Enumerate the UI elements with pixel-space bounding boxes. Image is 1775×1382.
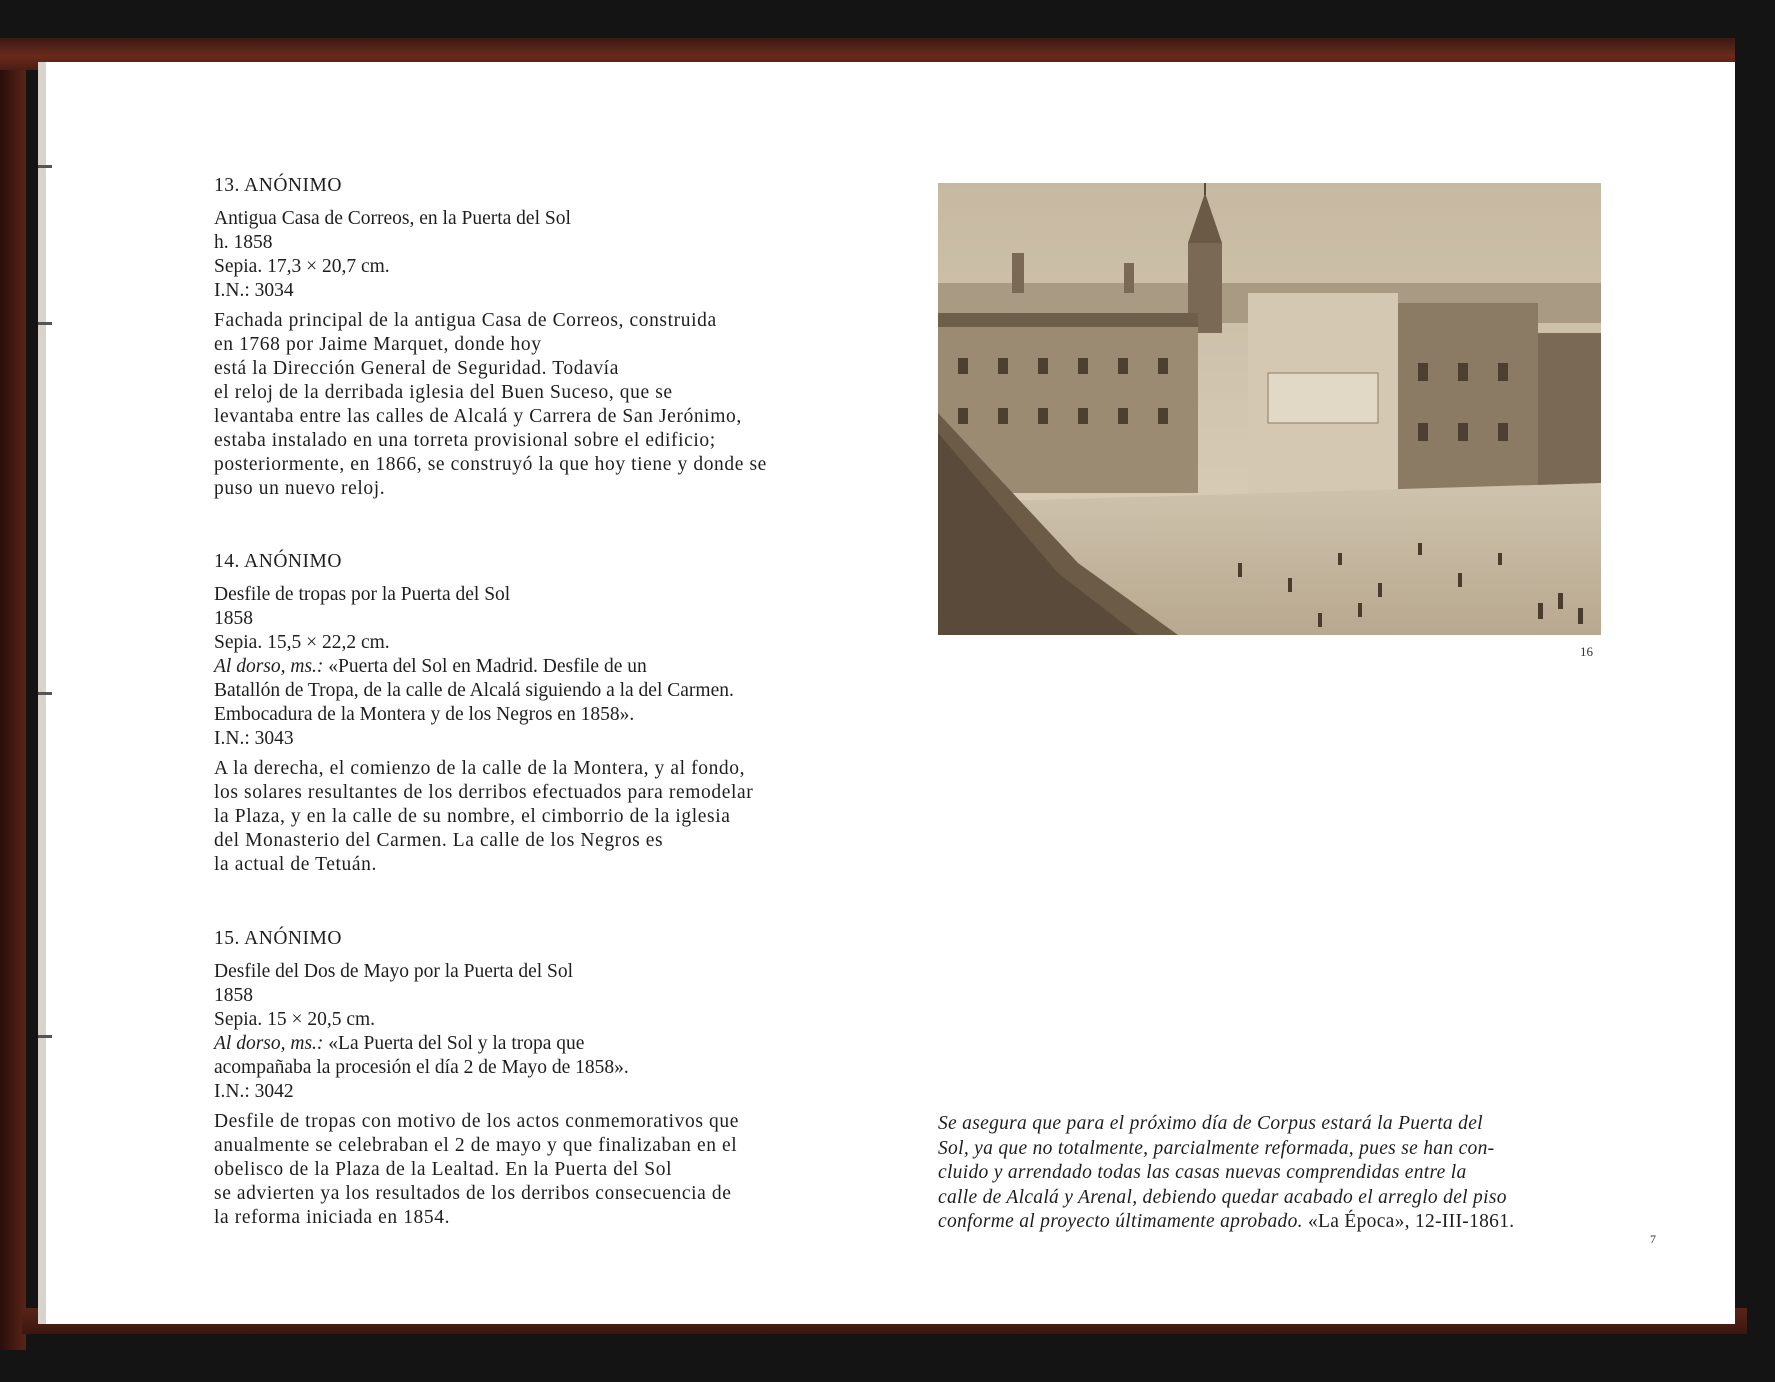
quote-line — [938, 1210, 1603, 1235]
description-line: el reloj de la derribada iglesia del Buen Suceso, que se — [214, 382, 673, 403]
note-text: Batallón de Tropa, de la calle de Alcalá siguiendo a la del Carmen. — [214, 680, 734, 701]
entry-inventory: I.N.: 3034 — [214, 280, 294, 301]
entry-description — [214, 757, 894, 877]
description-line: del Monasterio del Carmen. La calle de los Negros es — [214, 830, 664, 851]
sepia-photograph — [938, 183, 1601, 635]
description-line: la reforma iniciada en 1854. — [214, 1207, 451, 1228]
note-text: acompañaba la procesión el día 2 de Mayo de 1858». — [214, 1057, 629, 1078]
quote-line: cluido y arrendado todas las casas nuevas comprendidas entre la — [938, 1162, 1467, 1183]
description-line: se advierten ya los resultados de los derribos consecuencia de — [214, 1183, 732, 1204]
quote-last-line: conforme al proyecto últimamente aprobado. — [938, 1211, 1303, 1232]
description-line: puso un nuevo reloj. — [214, 478, 386, 499]
description-line: los solares resultantes de los derribos efectuados para remodelar — [214, 782, 754, 803]
entry-note — [214, 1032, 894, 1056]
entry-description — [214, 309, 894, 501]
entry-date: 1858 — [214, 985, 253, 1006]
entry-heading: 15. ANÓNIMO — [214, 928, 342, 949]
entry-inventory: I.N.: 3043 — [214, 728, 294, 749]
entry-date: 1858 — [214, 608, 253, 629]
entry-title: Antigua Casa de Correos, en la Puerta del Sol — [214, 208, 571, 229]
entry-dimensions: Sepia. 15 × 20,5 cm. — [214, 1009, 376, 1030]
entry-date: h. 1858 — [214, 232, 273, 253]
note-text: Embocadura de la Montera y de los Negros en 1858». — [214, 704, 635, 725]
entry-note — [214, 655, 894, 679]
entry-dimensions: Sepia. 15,5 × 22,2 cm. — [214, 632, 390, 653]
entry-title: Desfile de tropas por la Puerta del Sol — [214, 584, 511, 605]
description-line: en 1768 por Jaime Marquet, donde hoy — [214, 334, 542, 355]
note-label: Al dorso, ms.: — [214, 1033, 324, 1054]
book-left-edge — [0, 60, 26, 1350]
note-label: Al dorso, ms.: — [214, 656, 324, 677]
spine-mark — [38, 692, 52, 695]
plate-number: 16 — [1580, 644, 1593, 659]
page-number: 7 — [1650, 1232, 1656, 1246]
description-line: obelisco de la Plaza de la Lealtad. En la Puerta del Sol — [214, 1159, 673, 1180]
quote-source: «La Época», 12-III-1861. — [1302, 1211, 1515, 1232]
catalog-entry-13 — [214, 174, 894, 501]
description-line: la actual de Tetuán. — [214, 854, 377, 875]
description-line: la Plaza, y en la calle de su nombre, el cimborrio de la iglesia — [214, 806, 731, 827]
catalog-entry-15 — [214, 927, 894, 1230]
photograph-image — [938, 183, 1601, 635]
description-line: Fachada principal de la antigua Casa de Correos, construida — [214, 310, 717, 331]
spine-mark — [38, 165, 52, 168]
quote-line: calle de Alcalá y Arenal, debiendo quedar acabado el arreglo del piso — [938, 1186, 1507, 1208]
description-line: Desfile de tropas con motivo de los actos conmemorativos que — [214, 1111, 740, 1132]
entry-heading: 14. ANÓNIMO — [214, 551, 342, 572]
description-line: levantaba entre las calles de Alcalá y Carrera de San Jerónimo, — [214, 406, 742, 427]
note-text: «Puerta del Sol en Madrid. Desfile de un — [323, 656, 647, 677]
description-line: anualmente se celebraban el 2 de mayo y que finalizaban en el — [214, 1135, 738, 1156]
spine-mark — [38, 322, 52, 325]
entry-title: Desfile del Dos de Mayo por la Puerta del Sol — [214, 961, 574, 982]
spine-mark — [38, 1035, 52, 1038]
catalog-entry-14 — [214, 550, 894, 877]
entry-dimensions: Sepia. 17,3 × 20,7 cm. — [214, 256, 390, 277]
entry-heading: 13. ANÓNIMO — [214, 175, 342, 196]
entry-inventory: I.N.: 3042 — [214, 1081, 294, 1102]
description-line: posteriormente, en 1866, se construyó la que hoy tiene y donde se — [214, 454, 767, 475]
description-line: estaba instalado en una torreta provisional sobre el edificio; — [214, 430, 716, 451]
newspaper-quote — [938, 1112, 1603, 1235]
quote-line: Se asegura que para el próximo día de Corpus estará la Puerta del — [938, 1113, 1483, 1134]
entry-description — [214, 1110, 894, 1230]
quote-line: Sol, ya que no totalmente, parcialmente reformada, pues se han con- — [938, 1137, 1495, 1159]
description-line: está la Dirección General de Seguridad. Todavía — [214, 358, 619, 379]
note-text: «La Puerta del Sol y la tropa que — [323, 1033, 585, 1054]
description-line: A la derecha, el comienzo de la calle de la Montera, y al fondo, — [214, 758, 746, 779]
